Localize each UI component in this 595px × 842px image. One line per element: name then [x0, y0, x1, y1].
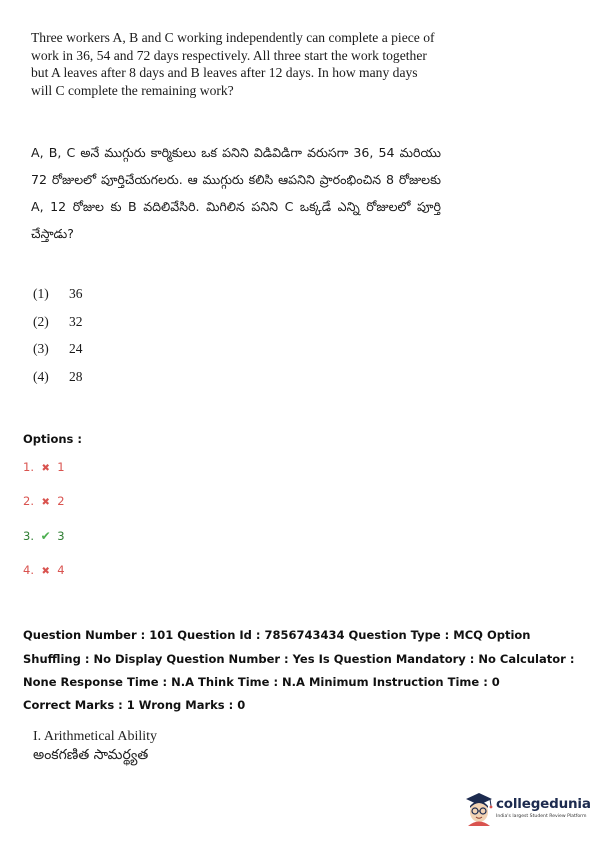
option-index: 2. [23, 494, 34, 509]
collegedunia-logo [462, 790, 591, 830]
cross-icon: ✖ [41, 565, 50, 577]
option-item [23, 460, 65, 494]
option-value: 3 [57, 528, 65, 543]
choice-number: (4) [33, 368, 49, 384]
section-title [33, 728, 157, 764]
section-title-telugu: అంకగణిత సామర్థ్యత [33, 747, 149, 763]
choice-value: 24 [69, 341, 83, 357]
choice-number: (2) [33, 313, 49, 329]
options-list [23, 460, 65, 597]
option-value: 1 [57, 460, 65, 474]
option-index: 1. [23, 460, 34, 474]
option-item [23, 494, 65, 528]
question-english: Three workers A, B and C working independently can complete a piece of work in 36, 54 and 72 days respectively. All three start the work together but A leaves after 8 days and B leaves after 12 days. In how many days will C complete the remaining work? [31, 30, 435, 98]
mascot-icon [462, 790, 496, 826]
choice-value: 32 [69, 313, 83, 329]
choice-number: (3) [33, 341, 49, 357]
question-metadata: Question Number : 101 Question Id : 7856743434 Question Type : MCQ Option Shuffling : No Display Question Number : Yes Is Question Mandatory : No Calculator : None Response Time : N.A Think Time : N.A Minimum Instruction Time : 0 [23, 628, 575, 689]
options-heading: Options : [23, 432, 82, 446]
choice-number: (1) [33, 286, 49, 301]
option-value: 4 [57, 562, 65, 577]
option-index: 4. [23, 562, 34, 577]
choice-value: 28 [69, 368, 83, 384]
option-item [23, 563, 65, 597]
marks-info: Correct Marks : 1 Wrong Marks : 0 [23, 698, 246, 712]
check-icon: ✔ [40, 528, 51, 543]
section-title-english: I. Arithmetical Ability [33, 729, 158, 744]
choice-value: 36 [69, 286, 83, 301]
question-telugu: A, B, C అనే ముగ్గురు కార్మికులు ఒక పనిని విడివిడిగా వరుసగా 36, 54 మరియు 72 రోజులలో పూర్తిచేయగలరు. ఆ ముగ్గురు కలిసి ఆపనిని ప్రారంభించిన 8 రోజులకు A, 12 రోజుల కు B వదిలివేసిరి. మిగిలిన పనిని C ఒక్కడే ఎన్ని రోజులలో పూర్తి చేస్తాడు? [31, 145, 441, 241]
cross-icon: ✖ [41, 463, 50, 474]
option-value: 2 [57, 494, 65, 509]
option-index: 3. [23, 528, 34, 543]
cross-icon: ✖ [41, 497, 50, 509]
option-item-correct [23, 529, 65, 563]
brand-tagline: India's largest Student Review Platform [496, 814, 587, 819]
brand-name: collegedunia [496, 796, 591, 812]
